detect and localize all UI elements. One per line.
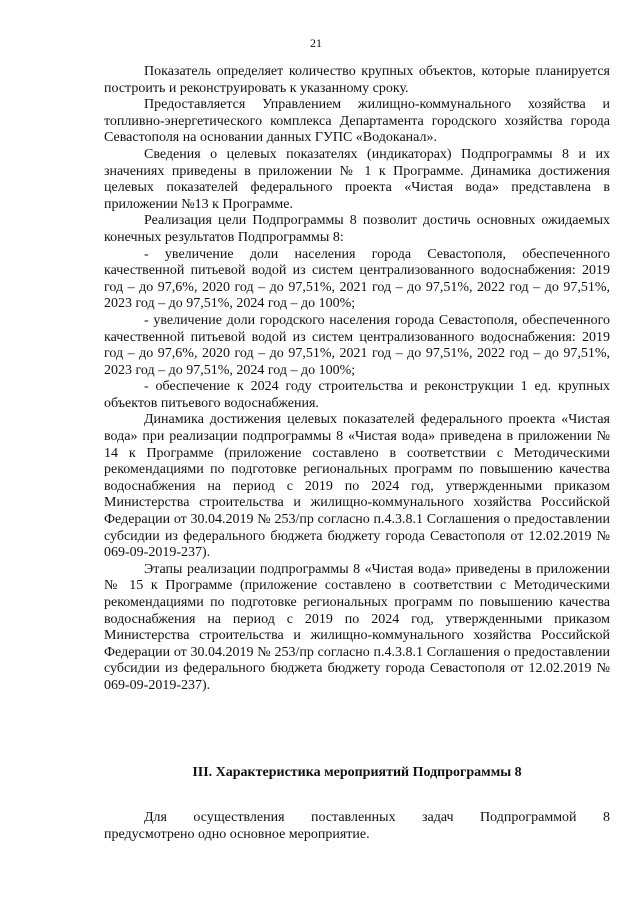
section-body xyxy=(104,809,610,843)
paragraph-stages-appendix-15: Этапы реализации подпрограммы 8 «Чистая вода» приведены в приложении № 15 к Программе (приложение составлено в соответствии с Методическими рекомендациями по подготовке региональных программ по повышению качества водоснабжения на период с 2019 по 2024 год, утвержденными приказом Министерства строительства и жилищно-коммунального хозяйства Российской Федерации от 30.04.2019 № 253/пр согласно п.4.3.8.1 Соглашения о предоставлении субсидии из федерального бюджета бюджету города Севастополя от 12.02.2019 № 069-09-2019-237). xyxy=(104,561,610,693)
list-item-construction: - обеспечение к 2024 году строительства и реконструкции 1 ед. крупных объектов питьевого водоснабжения. xyxy=(104,379,610,411)
section-paragraph-line-1: Для осуществления поставленных задач Подпрограммой 8 xyxy=(144,810,610,825)
paragraph-expected-results: Реализация цели Подпрограммы 8 позволит достичь основных ожидаемых конечных результатов Подпрограммы 8: xyxy=(104,213,610,245)
paragraph-dynamics-appendix-14: Динамика достижения целевых показателей федерального проекта «Чистая вода» при реализации подпрограммы 8 «Чистая вода» приведена в приложении № 14 к Программе (приложение составлено в соответствии с Методическими рекомендациями по подготовке региональных программ по повышению качества водоснабжения на период с 2019 по 2024 год, утвержденными приказом Министерства строительства и жилищно-коммунального хозяйства Российской Федерации от 30.04.2019 № 253/пр согласно п.4.3.8.1 Соглашения о предоставлении субсидии из федерального бюджета бюджету города Севастополя от 12.02.2019 № 069-09-2019-237). xyxy=(104,412,610,561)
list-item-population-share: - увеличение доли населения города Севастополя, обеспеченного качественной питьевой водой из систем централизованного водоснабжения: 2019 год – до 97,6%, 2020 год – до 97,51%, 2021 год – до 97,51%, 2022 год – до 97,51%, 2023 год – до 97,51%, 2024 год – до 100%; xyxy=(104,246,610,312)
paragraph-data-source: Предоставляется Управлением жилищно-коммунального хозяйства и топливно-энергетического комплекса Департамента городского хозяйства города Севастополя на основании данных ГУПС «Водоканал». xyxy=(104,97,610,146)
section-paragraph-line-2: предусмотрено одно основное мероприятие. xyxy=(104,827,370,842)
paragraph-target-indicators: Сведения о целевых показателях (индикаторах) Подпрограммы 8 и их значениях приведены в приложении № 1 к Программе. Динамика достижения целевых показателей федерального проекта «Чистая вода» представлена в приложении №13 к Программе. xyxy=(104,146,610,212)
section-heading: III. Характеристика мероприятий Подпрограммы 8 xyxy=(192,765,522,780)
document-body xyxy=(104,64,610,695)
list-item-urban-population-share: - увеличение доли городского населения города Севастополя, обеспеченного качественной питьевой водой из систем централизованного водоснабжения: 2019 год – до 97,6%, 2020 год – до 97,51%, 2021 год – до 97,51%, 2022 год – до 97,51%, 2023 год – до 97,51%, 2024 год – до 100%; xyxy=(104,312,610,378)
page-number: 21 xyxy=(310,36,322,50)
paragraph-indicator-definition: Показатель определяет количество крупных объектов, которые планируется построить и реконструировать к указанному сроку. xyxy=(104,64,610,96)
